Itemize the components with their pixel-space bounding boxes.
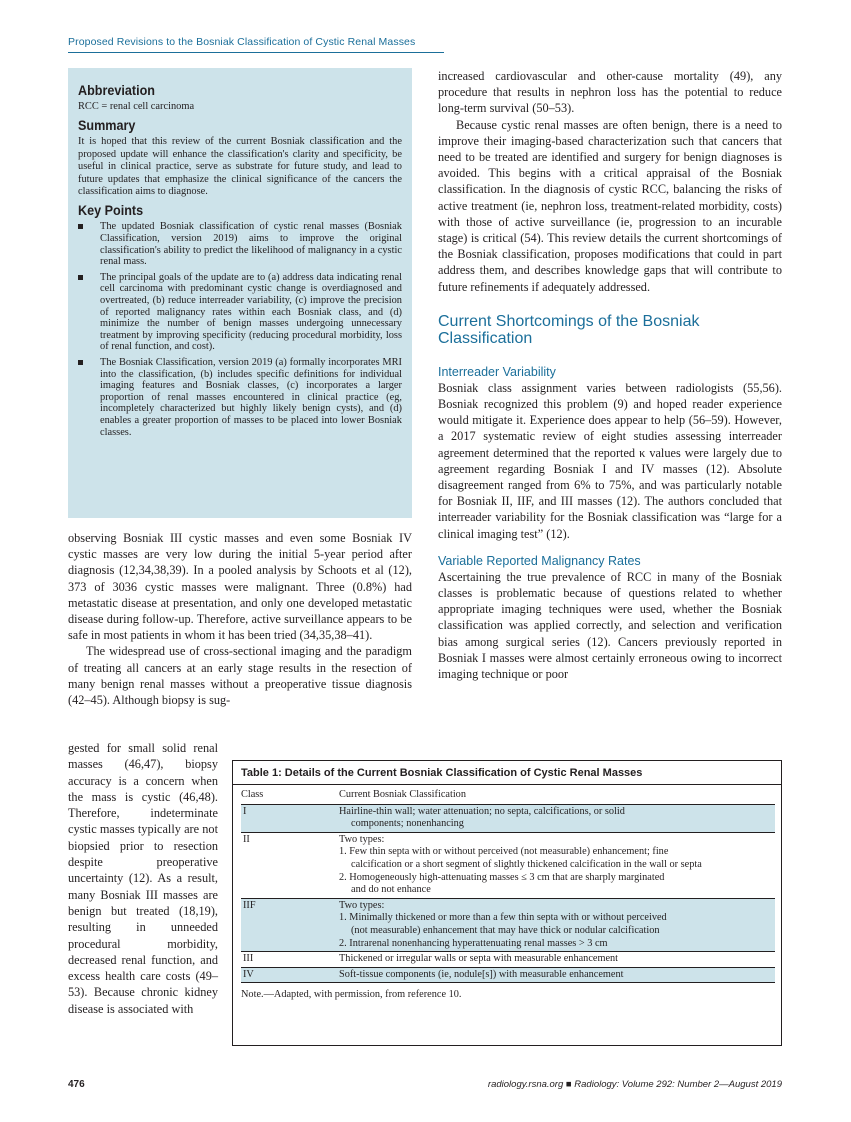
- def-line: (not measurable) enhancement that may have thick or nodular calcification: [351, 924, 660, 936]
- cell-class: IIF: [241, 898, 339, 951]
- journal-footer: radiology.rsna.org ■ Radiology: Volume 292: Number 2—August 2019: [487, 1079, 782, 1090]
- left-narrow-column: [68, 740, 218, 1017]
- table-row: [241, 967, 775, 983]
- running-head: Proposed Revisions to the Bosniak Classification of Cystic Renal Masses: [68, 36, 416, 48]
- section-heading: Current Shortcomings of the Bosniak Classification: [438, 312, 700, 347]
- abbreviation-heading: Abbreviation: [78, 82, 156, 98]
- key-point: [78, 357, 402, 438]
- key-point-text: The principal goals of the update are to (a) address data indicating renal cell carcinoma with predominant cystic change is overdiagnosed and overtreated, (b) reduce interreader variability, (c) improve the precision of reported malignancy rates within each Bosniak class, and (d) minimize the number of benign masses undergoing unnecessary treatment by improving specificity (reducing procedural morbidity, loss of renal function, and cost).: [100, 271, 402, 353]
- right-paragraph-2: Because cystic renal masses are often benign, there is a need to improve their imaging-based characterization such that cancers that need to be treated are identified and surgery for benign diagnoses is avoided. This begins with a critical appraisal of the Bosniak classification. In the diagnosis of cystic RCC, balancing the risks of active treatment (ie, nephron loss, treatment-related morbidity, costs) with those of active surveillance (ie, progression to an incurable stage) is critical (54). This review details the current shortcomings of the Bosniak classification, proposes modifications that could in part address them, and describes knowledge gaps that will contribute to future refinements if adequately addressed.: [438, 117, 782, 294]
- def-line: and do not enhance: [351, 884, 431, 896]
- header-definition: Current Bosniak Classification: [339, 785, 775, 804]
- def-line: Two types:: [339, 833, 385, 845]
- cell-class: III: [241, 952, 339, 968]
- bullet-square-icon: [78, 360, 83, 365]
- right-paragraph-1: increased cardiovascular and other-cause mortality (49), any procedure that results in nephron loss has the potential to reduce long-term survival (50–53).: [438, 69, 782, 116]
- malignancy-paragraph: Ascertaining the true prevalence of RCC in many of the Bosniak classes is problematic because of questions related to whether appropriate imaging techniques were used, whether the Bosniak classification was applied correctly, and selection and verification bias among surgical series (12). Cancers previously reported in Bosniak I masses were almost certainly erroneous owing to incorrect imaging technique or poor: [438, 569, 782, 682]
- left-paragraph-2: The widespread use of cross-sectional imaging and the paradigm of treating all cancers at an early stage results in the resection of many benign renal masses without a preoperative tissue diagnosis (42–45). Although biopsy is sug-: [68, 644, 412, 708]
- left-narrow-paragraph: gested for small solid renal masses (46,47), biopsy accuracy is a concern when the mass is cystic (46,48). Therefore, indeterminate cystic masses typically are not biopsied prior to resection despite preoperative uncertainty (12). As a result, many Bosniak III masses are benign but treated (18,19), resulting in unneeded procedural morbidity, decreased renal function, and excess health care costs (49–53). Because chronic kidney disease is associated with: [68, 741, 218, 1016]
- def-line: calcification or a short segment of slightly thickened calcification in the wall or septa: [351, 858, 702, 870]
- cell-definition: [339, 952, 775, 968]
- cell-class: I: [241, 804, 339, 832]
- def-line: 1. Minimally thickened or more than a few thin septa with or without perceived: [339, 912, 667, 924]
- header-class: Class: [241, 785, 339, 804]
- summary-heading: Summary: [78, 117, 136, 134]
- key-point: [78, 272, 402, 353]
- def-line: components; nonenhancing: [351, 818, 464, 830]
- cell-definition: [339, 804, 775, 832]
- cell-definition: [339, 967, 775, 983]
- bullet-square-icon: [78, 275, 83, 280]
- header-rule: [68, 52, 444, 53]
- table-note: Note.—Adapted, with permission, from reference 10.: [241, 989, 462, 1001]
- cell-definition: [339, 832, 775, 898]
- summary-text: It is hoped that this review of the current Bosniak classification and the proposed update will enhance the classification's clarity and specificity, be useful in clinical practice, serve as substrate for future study, and lead to future updates that emphasize the clinical significance of the cancers the classification aims to diagnose.: [78, 136, 402, 198]
- table-title: Table 1: Details of the Current Bosniak Classification of Cystic Renal Masses: [241, 767, 643, 779]
- abbreviation-text: RCC = renal cell carcinoma: [78, 101, 195, 112]
- def-line: Thickened or irregular walls or septa with measurable enhancement: [339, 953, 619, 965]
- bosniak-table: [241, 785, 775, 983]
- key-points-list: [78, 221, 402, 438]
- def-line: Hairline-thin wall; water attenuation; no septa, calcifications, or solid: [339, 805, 625, 817]
- summary-box: [68, 68, 412, 518]
- def-line: 2. Intrarenal nonenhancing hyperattenuating renal masses > 3 cm: [339, 937, 608, 949]
- subsection-heading-interreader: Interreader Variability: [438, 364, 556, 379]
- left-column-text: [68, 530, 412, 708]
- right-column: [438, 68, 782, 682]
- key-points-heading: Key Points: [78, 202, 144, 219]
- interreader-paragraph: Bosniak class assignment varies between radiologists (55,56). Bosniak recognized this problem (9) and hoped reader experience would mitigate it. Experience does appear to help (56–59). However, a 2017 systematic review of eight studies assessing interreader agreement determined that the reported κ values were largely due to agreement regarding Bosniak I and IV masses (12). Absolute disagreement ranged from 6% to 75%, and was particularly notable for Bosniak II, IIF, and III masses (12). The authors concluded that interreader variability for the Bosniak classification was “large for a clinical imaging test” (12).: [438, 380, 782, 541]
- page-number: 476: [68, 1079, 85, 1090]
- key-point-text: The updated Bosniak classification of cystic renal masses (Bosniak Classification, version 2019) aims to improve the original classification's ability to predict the likelihood of malignancy in a cystic renal mass.: [100, 221, 402, 268]
- bullet-square-icon: [78, 224, 83, 229]
- left-paragraph-1: observing Bosniak III cystic masses and even some Bosniak IV cystic masses are very low during the initial 5-year period after diagnosis (12,34,38,39). In a pooled analysis by Schoots et al (12), 373 of 3036 cystic masses were malignant. Three (0.8%) had metastatic disease at presentation, and only one developed metastatic disease during follow-up. Therefore, active surveillance appears to be safe in most patients in whom it has been tried (34,35,38–41).: [68, 531, 412, 643]
- table-1: [232, 760, 782, 1046]
- table-header-row: [241, 785, 775, 804]
- table-row: [241, 804, 775, 832]
- subsection-heading-malignancy: Variable Reported Malignancy Rates: [438, 553, 641, 568]
- def-line: 1. Few thin septa with or without perceived (not measurable) enhancement; fine: [339, 846, 669, 858]
- cell-definition: [339, 898, 775, 951]
- cell-class: II: [241, 832, 339, 898]
- def-line: Soft-tissue components (ie, nodule[s]) with measurable enhancement: [339, 968, 624, 980]
- key-point-text: The Bosniak Classification, version 2019 (a) formally incorporates MRI into the classification, (b) includes specific definitions for individual imaging features and Bosniak classes, (c) incorporates a larger proportion of renal masses encountered in clinical practice (eg, incompletely characterized but highly likely benign cysts), and (d) enables a greater proportion of masses to be placed into lower Bosniak classes.: [100, 356, 402, 438]
- table-row: [241, 832, 775, 898]
- def-line: 2. Homogeneously high-attenuating masses ≤ 3 cm that are sharply marginated: [339, 871, 665, 883]
- key-point: [78, 221, 402, 267]
- def-line: Two types:: [339, 899, 385, 911]
- table-row: [241, 898, 775, 951]
- cell-class: IV: [241, 967, 339, 983]
- table-row: [241, 952, 775, 968]
